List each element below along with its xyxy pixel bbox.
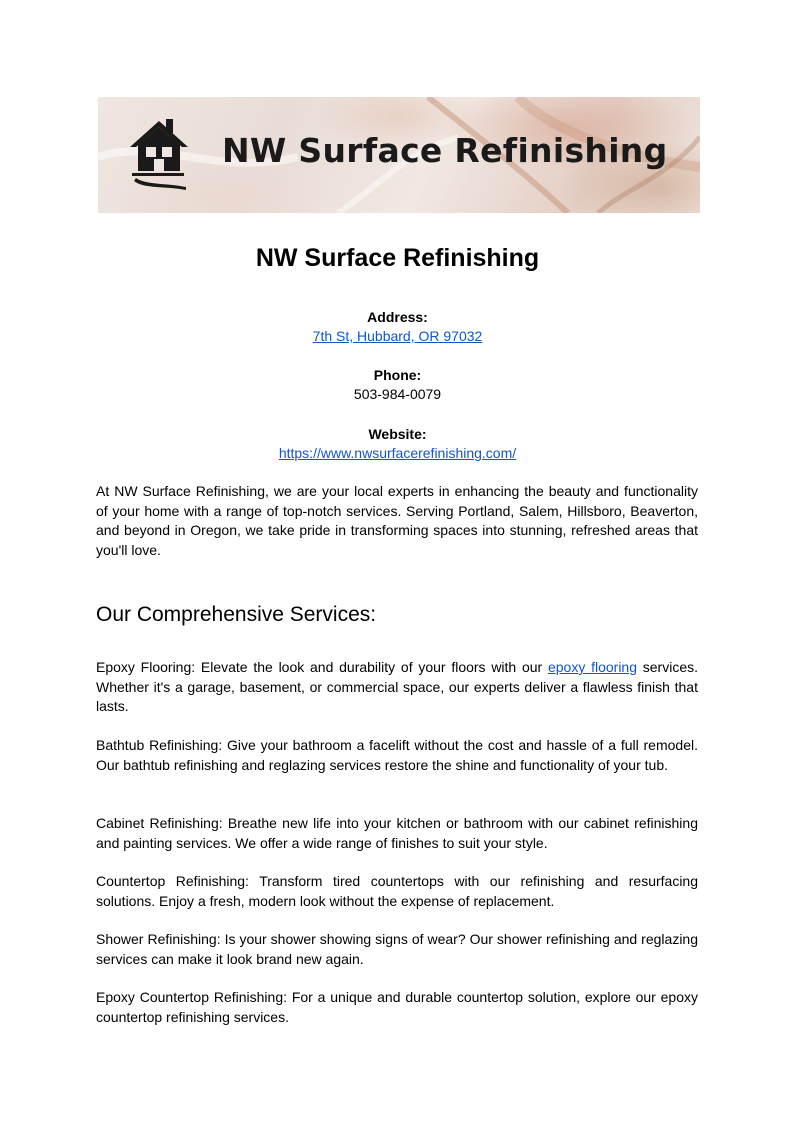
phone-block	[0, 366, 795, 404]
service-epoxy-flooring	[96, 658, 698, 717]
service-cabinet: Cabinet Refinishing: Breathe new life into your kitchen or bathroom with our cabinet refinishing and painting services. We offer a wide range of finishes to suit your style.	[96, 815, 698, 851]
address-block	[0, 308, 795, 346]
brand-name: NW Surface Refinishing	[222, 131, 668, 170]
service-bathtub: Bathtub Refinishing: Give your bathroom a facelift without the cost and hassle of a full remodel. Our bathtub refinishing and reglazing services restore the shine and functionality of your tub.	[96, 737, 698, 773]
address-label: Address:	[367, 309, 428, 325]
services-heading: Our Comprehensive Services:	[96, 603, 377, 626]
service-countertop: Countertop Refinishing: Transform tired countertops with our refinishing and resurfacing solutions. Enjoy a fresh, modern look without the expense of replacement.	[96, 873, 698, 909]
website-block	[0, 425, 795, 463]
website-link[interactable]: https://www.nwsurfacerefinishing.com/	[278, 445, 517, 461]
address-link[interactable]: 7th St, Hubbard, OR 97032	[312, 328, 483, 344]
epoxy-flooring-link[interactable]: epoxy flooring	[547, 659, 638, 675]
intro-paragraph: At NW Surface Refinishing, we are your local experts in enhancing the beauty and functionality of your home with a range of top-notch services. Serving Portland, Salem, Hillsboro, Beaverton, and beyond in Oregon, we take pride in transforming spaces into stunning, refreshed areas that you'll love.	[96, 483, 698, 558]
service-shower: Shower Refinishing: Is your shower showing signs of wear? Our shower refinishing and reglazing services can make it look brand new again.	[96, 931, 698, 967]
house-icon	[126, 115, 192, 191]
phone-label: Phone:	[373, 367, 422, 383]
phone-value: 503-984-0079	[353, 386, 442, 402]
header-banner	[98, 97, 700, 213]
service-text: Epoxy Flooring: Elevate the look and durability of your floors with our	[96, 659, 548, 675]
service-text: services. Whether it's a garage, basement, or commercial space, our experts deliver a flawless finish that lasts.	[96, 659, 699, 714]
service-epoxy-countertop: Epoxy Countertop Refinishing: For a unique and durable countertop solution, explore our epoxy countertop refinishing services.	[96, 989, 698, 1025]
website-label: Website:	[368, 426, 427, 442]
page-title: NW Surface Refinishing	[255, 244, 540, 272]
